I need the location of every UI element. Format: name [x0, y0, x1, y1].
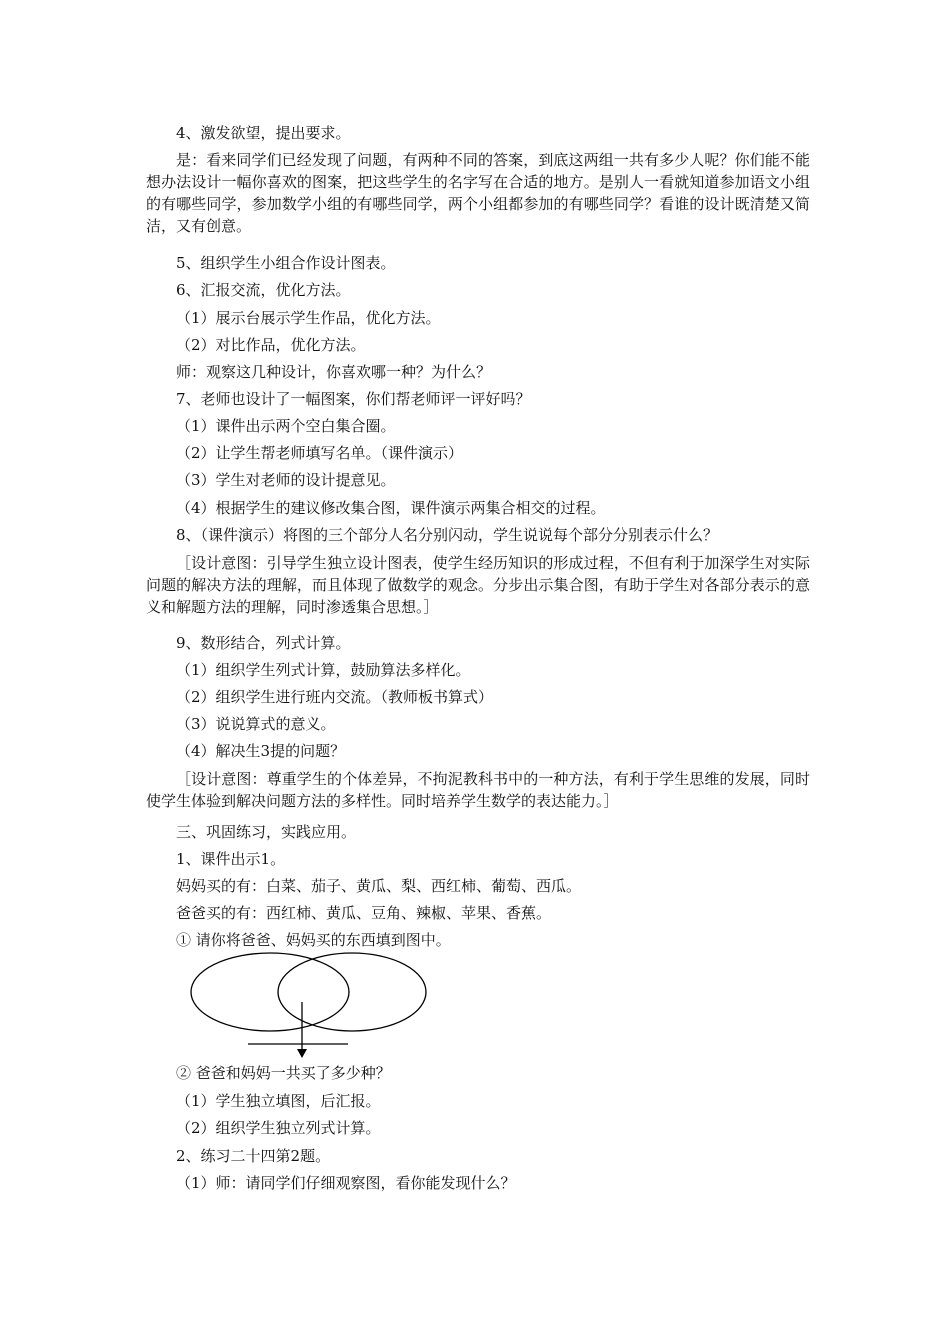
- sub-item: （2）组织学生进行班内交流。（教师板书算式）: [176, 688, 494, 706]
- right-circle: [278, 953, 426, 1031]
- design-intent-1: ［设计意图：引导学生独立设计图表，使学生经历知识的形成过程，不但有利于加深学生对实际问题的解决方法的理解，而且体现了做数学的观念。分步出示集合图，有助于学生对各部分表示的意义和解题方法的理解，同时渗透集合思想。］: [146, 554, 810, 616]
- question-2: ② 爸爸和妈妈一共买了多少种？: [176, 1064, 391, 1082]
- sub-item: （1）学生独立填图，后汇报。: [176, 1092, 381, 1110]
- sub-item: （2）对比作品，优化方法。: [176, 336, 366, 354]
- sub-item: （4）根据学生的建议修改集合图，课件演示两集合相交的过程。: [176, 499, 606, 517]
- sub-item: （1）课件出示两个空白集合圈。: [176, 417, 396, 435]
- teacher-line: 师：观察这几种设计，你喜欢哪一种？为什么？: [176, 363, 492, 381]
- question-1: ① 请你将爸爸、妈妈买的东西填到图中。: [176, 931, 451, 949]
- heading-item-5: 5、组织学生小组合作设计图表。: [176, 254, 396, 272]
- heading-item-7: 7、老师也设计了一幅图案，你们帮老师评一评好吗？: [176, 390, 531, 408]
- section-heading-3: 三、巩固练习，实践应用。: [176, 823, 357, 841]
- sub-item: （1）组织学生列式计算，鼓励算法多样化。: [176, 661, 471, 679]
- exercise-2: 2、练习二十四第2题。: [176, 1147, 331, 1165]
- sub-item: （1）展示台展示学生作品，优化方法。: [176, 309, 441, 327]
- sub-item: （3）学生对老师的设计提意见。: [176, 471, 396, 489]
- dad-list: 爸爸买的有：西红柿、黄瓜、豆角、辣椒、苹果、香蕉。: [176, 904, 552, 922]
- sub-item: （3）说说算式的意义。: [176, 715, 336, 733]
- exercise-1: 1、课件出示1。: [176, 850, 286, 868]
- heading-item-8: 8、（课件演示）将图的三个部分人名分别闪动，学生说说每个部分分别表示什么？: [176, 526, 719, 544]
- paragraph-teacher-question: 是：看来同学们已经发现了问题，有两种不同的答案，到底这两组一共有多少人呢？你们能不能想办法设计一幅你喜欢的图案，把这些学生的名字写在合适的地方。是别人一看就知道参加语文小组的有哪些同学，参加数学小组的有哪些同学，两个小组都参加的有哪些同学？看谁的设计既清楚又简洁，又有创意。: [146, 151, 810, 235]
- heading-item-4: 4、激发欲望，提出要求。: [176, 124, 351, 142]
- left-circle: [191, 953, 349, 1031]
- sub-item: （2）让学生帮老师填写名单。（课件演示）: [176, 444, 464, 462]
- sub-item: （1）师：请同学们仔细观察图，看你能发现什么？: [176, 1174, 516, 1192]
- heading-item-9: 9、数形结合，列式计算。: [176, 634, 351, 652]
- arrow-head: [297, 1049, 307, 1058]
- mom-list: 妈妈买的有：白菜、茄子、黄瓜、梨、西红柿、葡萄、西瓜。: [176, 877, 582, 895]
- sub-item: （4）解决生3提的问题？: [176, 742, 346, 760]
- heading-item-6: 6、汇报交流，优化方法。: [176, 281, 351, 299]
- design-intent-2: ［设计意图：尊重学生的个体差异，不拘泥教科书中的一种方法，有利于学生思维的发展，同时使学生体验到解决问题方法的多样性。同时培养学生数学的表达能力。］: [146, 770, 810, 810]
- sub-item: （2）组织学生独立列式计算。: [176, 1119, 381, 1137]
- venn-diagram: [180, 948, 440, 1064]
